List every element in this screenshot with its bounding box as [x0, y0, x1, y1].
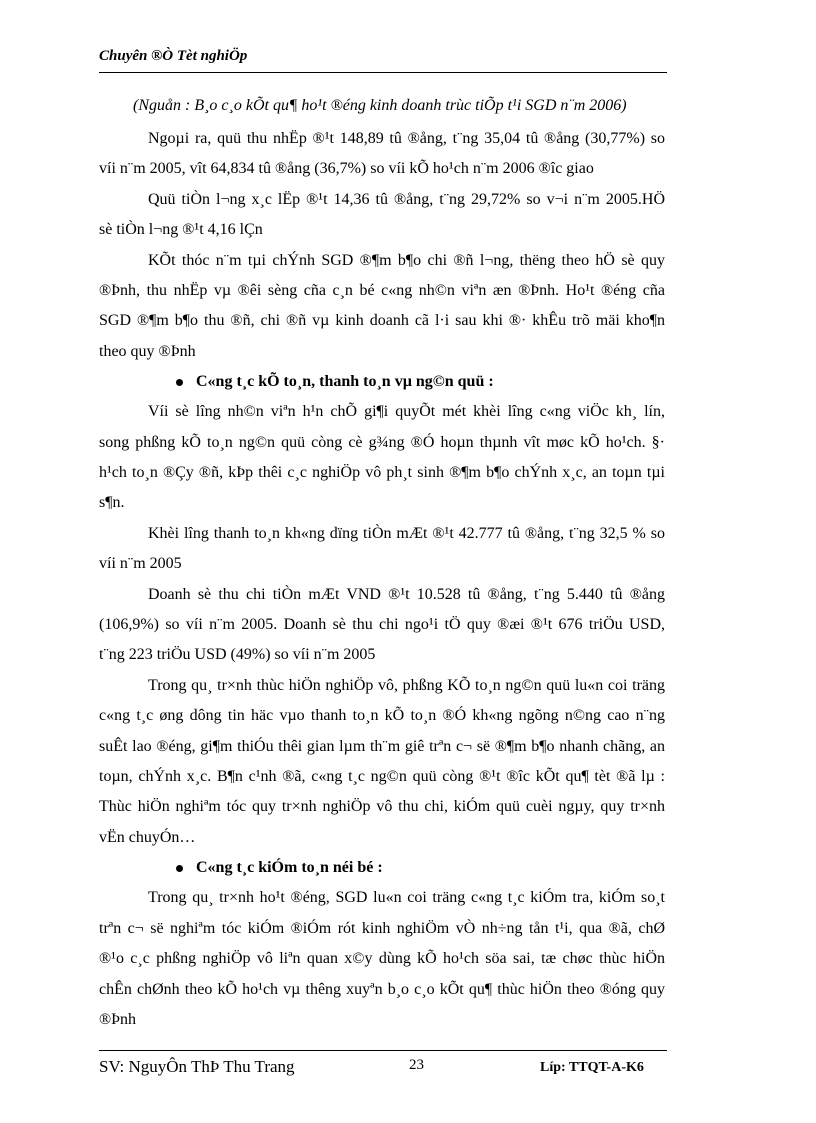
text-line: Ngoµi ra, quü thu nhËp ®¹t 148,89 tû ®ång, t¨ng 35,04 tû ®ång (30,77%) so	[148, 130, 665, 147]
page-header-title: Chuyên ®Ò Tèt nghiÖp	[99, 48, 248, 64]
bullet-icon	[176, 379, 183, 386]
text-line: sè tiÒn l¬ng ®¹t 4,16 lÇn	[99, 221, 263, 238]
text-line: ®¹o c¸c phßng nghiÖp vô liªn quan x©y dùng kÕ ho¹ch söa sai, tæ chøc thùc hiÖn	[99, 950, 665, 967]
text-line: t¨ng 223 triÖu USD (49%) so víi n¨m 2005	[99, 646, 376, 663]
text-line: ®Þnh	[99, 1011, 137, 1028]
text-line: Doanh sè thu chi tiÒn mÆt VND ®¹t 10.528 tû ®ång, t¨ng 5.440 tû ®ång	[148, 586, 665, 603]
section-heading-accounting: C«ng t¸c kÕ to¸n, thanh to¸n vµ ng©n quü :	[196, 373, 494, 390]
text-line: s¶n.	[99, 494, 125, 511]
text-line: theo quy ®Þnh	[99, 343, 196, 360]
text-line: KÕt thóc n¨m tµi chÝnh SGD ®¶m b¶o chi ®ñ l¬ng, thëng theo hÖ sè quy	[148, 252, 665, 269]
text-line: trªn c¬ së nghiªm tóc kiÓm ®iÓm rót kinh nghiÖm vÒ nh÷ng tån t¹i, qua ®ã, chØ	[99, 920, 665, 937]
text-line: (106,9%) so víi n¨m 2005. Doanh sè thu chi ngo¹i tÖ quy ®æi ®¹t 676 triÖu USD,	[99, 616, 665, 633]
footer-page-number: 23	[409, 1057, 424, 1073]
text-line: c«ng t¸c øng dông tin häc vµo thanh to¸n kÕ to¸n ®Ó kh«ng ngõng n©ng cao n¨ng	[99, 707, 665, 724]
text-line: Quü tiÒn l¬ng x¸c lËp ®¹t 14,36 tû ®ång, t¨ng 29,72% so v¬i n¨m 2005.HÖ	[148, 191, 665, 208]
text-line: víi n¨m 2005, vît 64,834 tû ®ång (36,7%) so víi kÕ ho¹ch n¨m 2006 ®îc giao	[99, 160, 594, 177]
text-line: vËn chuyÓn…	[99, 829, 196, 846]
footer-student-name: SV: NguyÔn ThÞ Thu Trang	[99, 1057, 295, 1076]
text-line: SGD ®¶m b¶o thu ®ñ, chi ®ñ vµ kinh doanh cã l·i sau khi ®· khÊu trõ mäi kho¶n	[99, 312, 665, 329]
text-line: suÊt lao ®éng, gi¶m thiÓu thêi gian lµm th¨m giê trªn c¬ së ®¶m b¶o nhanh chãng, an	[99, 738, 665, 755]
text-line: Trong qu¸ tr×nh ho¹t ®éng, SGD lu«n coi träng c«ng t¸c kiÓm tra, kiÓm so¸t	[148, 889, 665, 906]
bullet-icon	[176, 865, 183, 872]
text-line: Khèi lîng thanh to¸n kh«ng dïng tiÒn mÆt ®¹t 42.777 tû ®ång, t¨ng 32,5 % so	[148, 525, 665, 542]
footer-class: Líp: TTQT-A-K6	[540, 1060, 644, 1075]
text-line: h¹ch to¸n ®Çy ®ñ, kÞp thêi c¸c nghiÖp vô ph¸t sinh ®¶m b¶o chÝnh x¸c, an toµn tµi	[99, 464, 665, 481]
text-line: ®Þnh, thu nhËp vµ ®êi sèng cña c¸n bé c«ng nh©n viªn æn ®Þnh. Ho¹t ®éng cña	[99, 282, 665, 299]
source-note: (Nguån : B¸o c¸o kÕt qu¶ ho¹t ®éng kinh doanh trùc tiÕp t¹i SGD n¨m 2006)	[133, 97, 627, 114]
text-line: song phßng kÕ to¸n ng©n quü còng cè g¾ng ®Ó hoµn thµnh vît møc kÕ ho¹ch. §·	[99, 434, 665, 451]
text-line: Víi sè lîng nh©n viªn h¹n chÕ gi¶i quyÕt mét khèi lîng c«ng viÖc kh¸ lín,	[148, 403, 665, 420]
header-divider	[99, 72, 667, 73]
text-line: chÊn chØnh theo kÕ ho¹ch vµ thêng xuyªn b¸o c¸o kÕt qu¶ thùc hiÖn theo ®óng quy	[99, 981, 665, 998]
text-line: toµn, chÝnh x¸c. B¶n c¹nh ®ã, c«ng t¸c ng©n quü còng ®¹t ®îc kÕt qu¶ tèt ®ã lµ :	[99, 768, 665, 785]
section-heading-audit: C«ng t¸c kiÓm to¸n néi bé :	[196, 859, 383, 876]
footer-divider	[99, 1050, 667, 1051]
text-line: Thùc hiÖn nghiªm tóc quy tr×nh nghiÖp vô thu chi, kiÓm quü cuèi ngµy, quy tr×nh	[99, 798, 665, 815]
text-line: Trong qu¸ tr×nh thùc hiÖn nghiÖp vô, phßng KÕ to¸n ng©n quü lu«n coi träng	[148, 677, 665, 694]
text-line: víi n¨m 2005	[99, 555, 182, 572]
